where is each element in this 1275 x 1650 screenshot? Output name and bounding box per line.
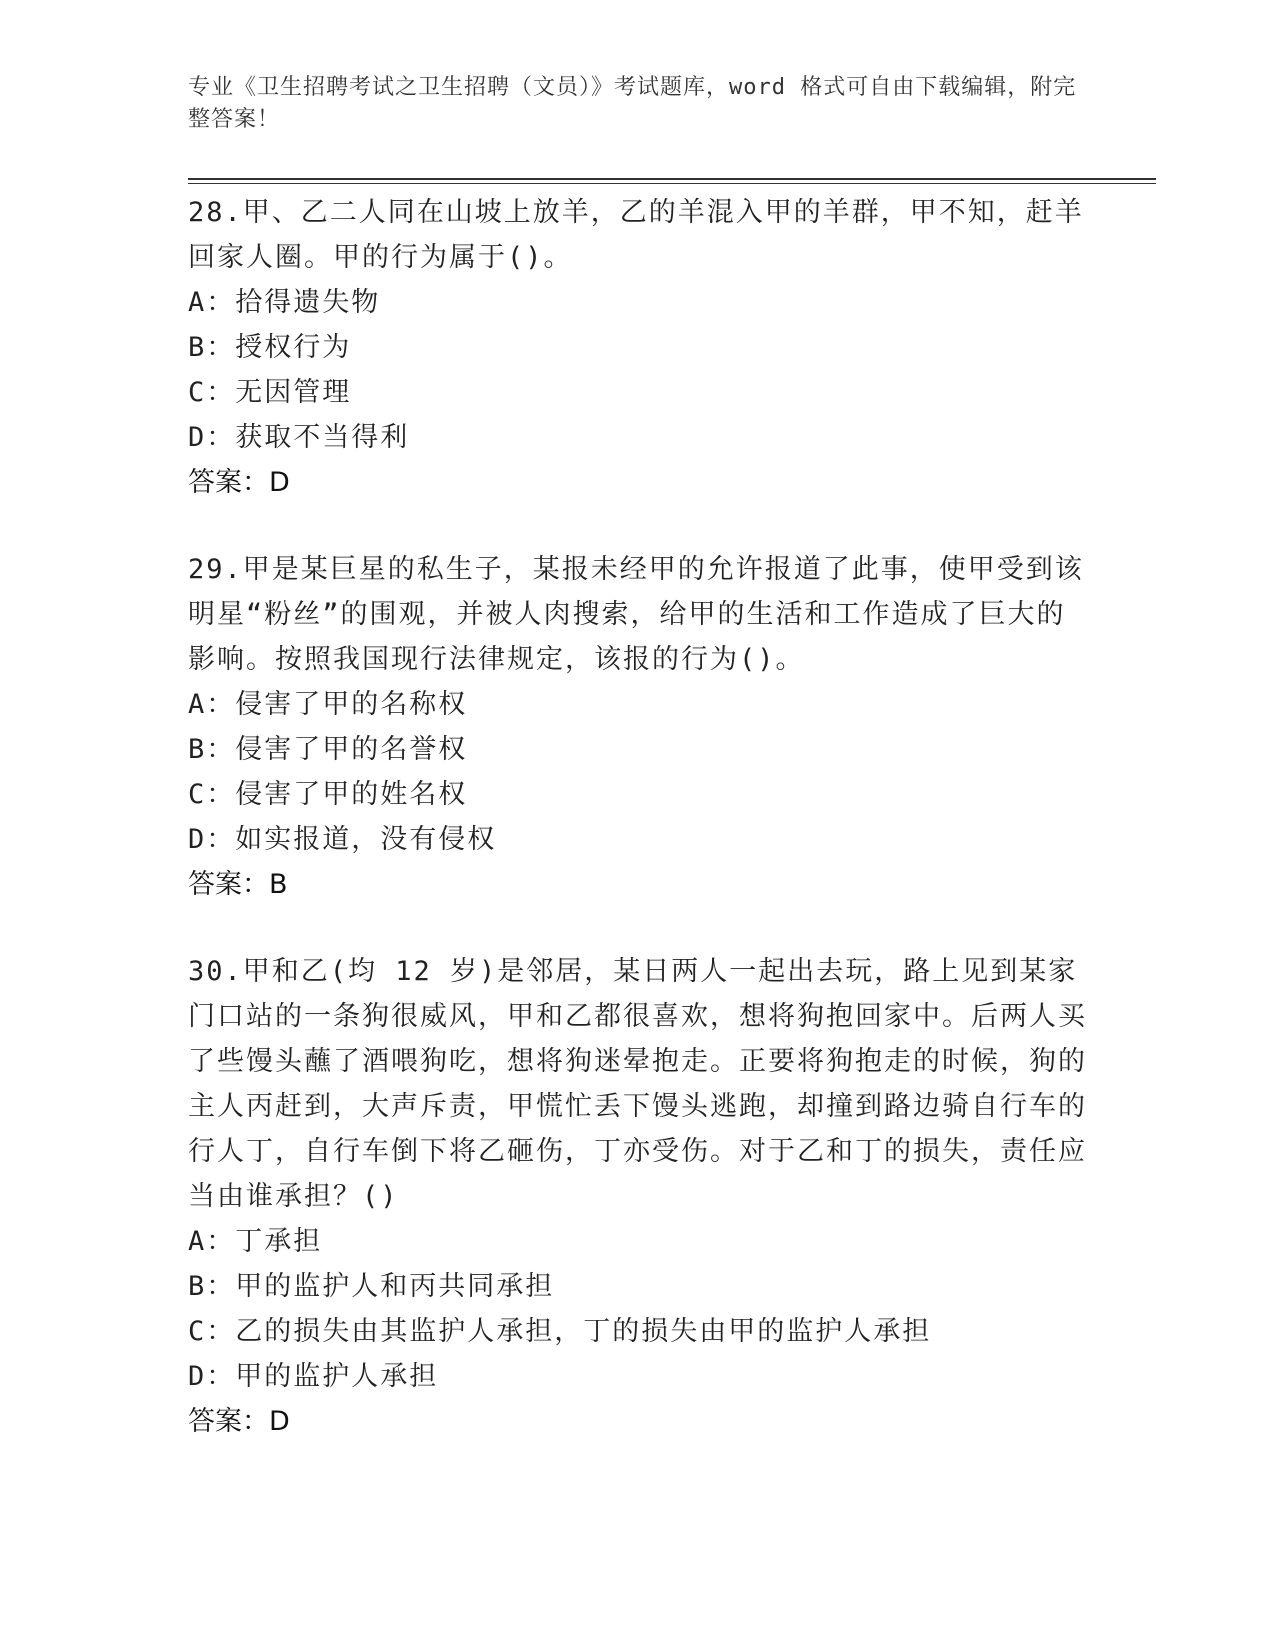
question-stem: 30.甲和乙(均 12 岁)是邻居，某日两人一起出去玩，路上见到某家门口站的一条狗很威风，甲和乙都很喜欢，想将狗抱回家中。后两人买了些馒头蘸了酒喂狗吃，想将狗迷晕抱走。正要将狗抱走的时候，狗的主人丙赶到，大声斥责，甲慌忙丢下馒头逃跑，却撞到路边骑自行车的行人丁，自行车倒下将乙砸伤，丁亦受伤。对于乙和丁的损失，责任应当由谁承担？() (188, 956, 1087, 1212)
option-d: D：如实报道，没有侵权 (188, 824, 497, 855)
answer-line (188, 862, 1088, 907)
option-d: D：甲的监护人承担 (188, 1361, 439, 1392)
document-header: 专业《卫生招聘考试之卫生招聘（文员）》考试题库，word 格式可自由下载编辑，附完整答案！ (188, 75, 1077, 132)
option-a: A：侵害了甲的名称权 (188, 689, 468, 720)
option-b: B：甲的监护人和丙共同承担 (188, 1271, 555, 1302)
answer-line (188, 1399, 1088, 1444)
option-a: A：丁承担 (188, 1226, 323, 1257)
option-d: D：获取不当得利 (188, 422, 410, 453)
header-divider (188, 178, 1156, 184)
question-28 (188, 190, 1088, 505)
option-c: C：无因管理 (188, 377, 352, 408)
option-b: B：侵害了甲的名誉权 (188, 734, 468, 765)
option-c: C：侵害了甲的姓名权 (188, 779, 468, 810)
option-a: A：拾得遗失物 (188, 287, 381, 318)
answer-line (188, 460, 1088, 505)
answer-value: B (269, 869, 288, 900)
answer-value: D (269, 1406, 290, 1437)
option-c: C：乙的损失由其监护人承担，丁的损失由甲的监护人承担 (188, 1316, 932, 1347)
answer-value: D (269, 467, 290, 498)
question-stem: 28.甲、乙二人同在山坡上放羊，乙的羊混入甲的羊群，甲不知，赶羊回家人圈。甲的行为属于()。 (188, 197, 1084, 273)
question-list (188, 190, 1088, 1486)
answer-label: 答案： (188, 467, 269, 498)
answer-label: 答案： (188, 869, 269, 900)
question-29 (188, 547, 1088, 907)
question-30 (188, 949, 1088, 1444)
answer-label: 答案： (188, 1406, 269, 1437)
question-stem: 29.甲是某巨星的私生子，某报未经甲的允许报道了此事，使甲受到该明星“粉丝”的围观，并被人肉搜索，给甲的生活和工作造成了巨大的影响。按照我国现行法律规定，该报的行为()。 (188, 554, 1084, 675)
option-b: B：授权行为 (188, 332, 352, 363)
